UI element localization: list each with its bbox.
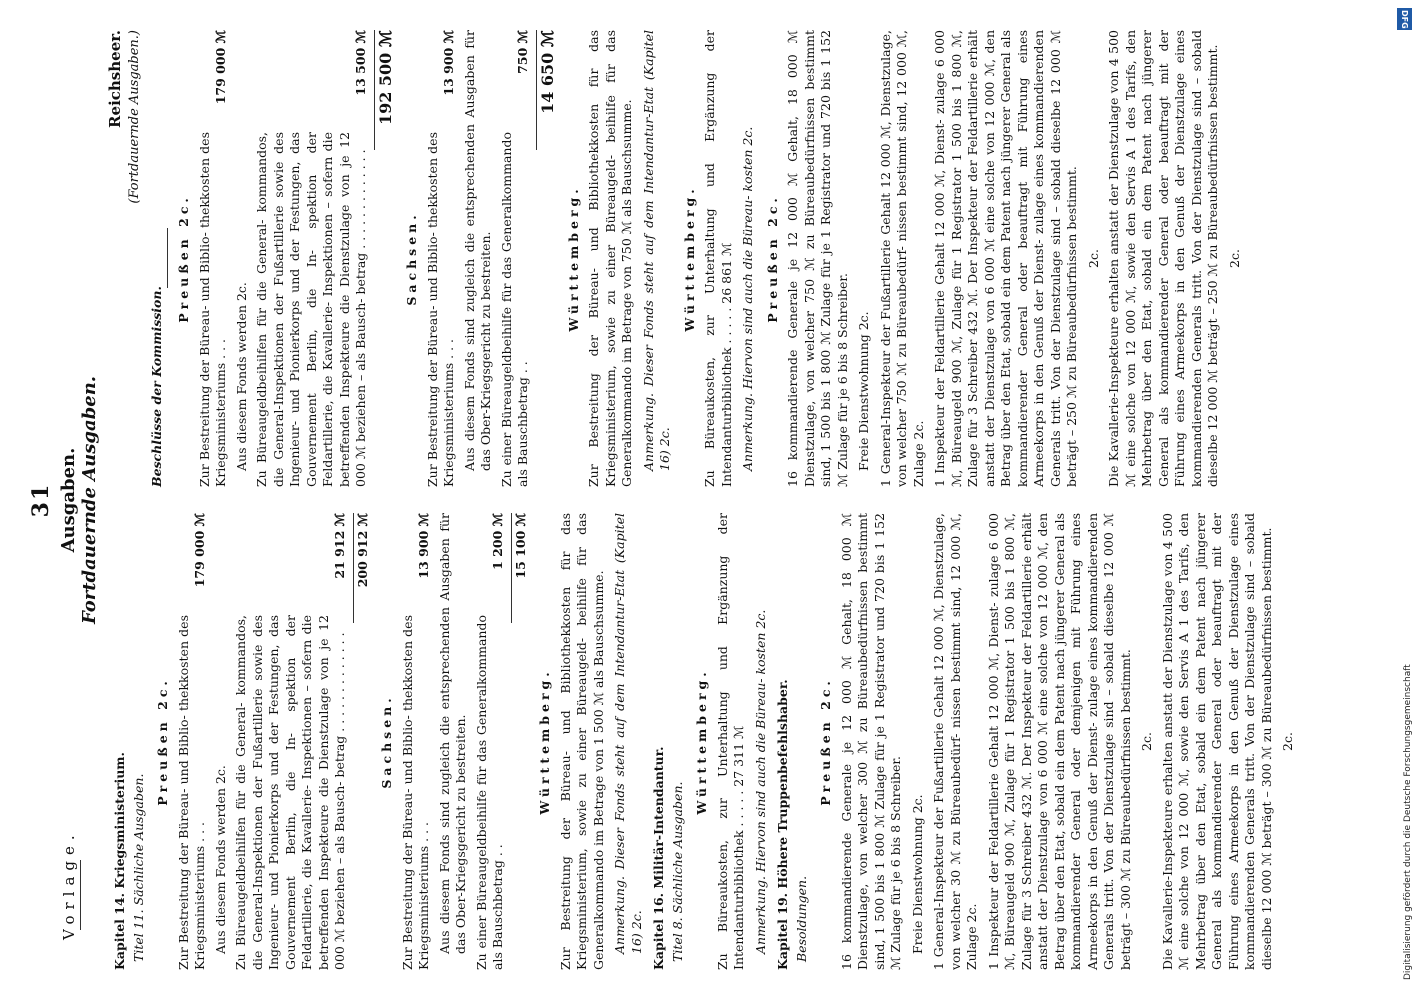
beschluesse-column bbox=[106, 30, 1301, 487]
paragraph: 1 General-Inspekteur der Fußartillerie Gehalt 12 000 ℳ, Dienstzulage, von welcher 30 ℳ zu Büreaubedürf- nissen bestimmt sind, 12 000 ℳ, Zulage 2c. bbox=[931, 513, 979, 970]
paragraph: Freie Dienstwohnung 2c. bbox=[909, 794, 925, 954]
annotation: Anmerkung. Dieser Fonds steht auf dem Intendantur-Etat (Kapitel 16) 2c. bbox=[640, 30, 673, 471]
entry-item bbox=[499, 30, 532, 487]
entry-text: Aus diesem Fonds sind zugleich die entsprechenden Ausgaben für das Ober-Kriegsgericht zu bestreiten. bbox=[436, 513, 468, 954]
entry-amount: 179 000 ℳ bbox=[192, 513, 207, 588]
subtotal: 200 912 ℳ bbox=[353, 513, 372, 623]
annotation: Anmerkung. Dieser Fonds steht auf dem Intendantur-Etat (Kapitel 16) 2c. bbox=[612, 513, 644, 954]
entry-text: Zu Büreaugeldbeihilfen für die General- kommandos, die General-Inspektionen der Fußartillerie sowie des Ingenieur- und Pionierkorps und der Festungen, das Gouvernement Berlin, die In- spektion der Feldartillerie, die Kavallerie- Inspektionen – sofern die betreffenden Inspekteure die Dienstzulage von je 12 000 ℳ beziehen – als Bausch- betrag . . . . . . . . . . . . . bbox=[254, 132, 369, 487]
annotation: Anmerkung. Hiervon sind auch die Büreau- kosten 2c. bbox=[740, 126, 756, 471]
page-number: 31 bbox=[28, 482, 54, 518]
paragraph: Zu Büreaukosten, zur Unterhaltung und Ergänzung der Intendanturbibliothek . . . . . 26 861 ℳ bbox=[702, 30, 734, 487]
dfg-attribution-strip bbox=[1393, 0, 1415, 1000]
state-heading-wuerttemberg: Württemberg. bbox=[681, 185, 697, 332]
subtotal: 14 650 ℳ bbox=[536, 30, 558, 150]
paragraph: Zur Bestreitung der Büreau- und Bibliothekkosten für das Kriegsministerium, sowie zu einer Büreaugeld- beihilfe für das Generalkommando im Betrage von 750 ℳ als Bauschsumme. bbox=[586, 30, 635, 487]
besoldungen-heading: Besoldungen. bbox=[793, 875, 809, 962]
entry-note bbox=[437, 513, 470, 970]
paragraph: 16 kommandierende Generale je 12 000 ℳ Gehalt, 18 000 ℳ Dienstzulage, von welcher 300 ℳ zu Büreaubedürfnissen bestimmt sind, 1 500 bis 1 800 ℳ Zulage für je 1 Registrator und 720 bis 1 152 ℳ Zulage für je 6 bis 8 Schreiber. bbox=[838, 513, 903, 970]
entry-text: Zur Bestreitung der Büreau- und Biblio- thekkosten des Kriegsministeriums . . . bbox=[196, 132, 229, 487]
state-heading-wuerttemberg: Württemberg. bbox=[694, 668, 709, 815]
entry-text: Zur Bestreitung der Büreau- und Biblio- thekkosten des Kriegsministeriums . . . bbox=[399, 615, 431, 970]
divider bbox=[167, 229, 168, 289]
entry-amount: 21 912 ℳ bbox=[332, 513, 347, 579]
entry-text: Aus diesem Fonds werden 2c. bbox=[212, 765, 228, 954]
paragraph: 1 General-Inspekteur der Fußartillerie Gehalt 12 000 ℳ, Dienstzulage, von welcher 750 ℳ zu Büreaubedürf- nissen bestimmt sind, 12 000 ℳ, Zulage 2c. bbox=[877, 30, 926, 487]
etc-mark: 2c. bbox=[1139, 732, 1154, 751]
paragraph: Zu Büreaukosten, zur Unterhaltung und Ergänzung der Intendanturbibliothek . . . . . 27 311 ℳ bbox=[714, 513, 746, 970]
state-heading-preussen: Preußen 2c. bbox=[176, 194, 192, 323]
state-heading-preussen: Preußen 2c. bbox=[155, 677, 170, 806]
paragraph: Die Kavallerie-Inspekteure erhalten anstatt der Dienstzulage von 4 500 ℳ eine solche von 12 000 ℳ, sowie den Servis A 1 des Tarifs, den Mehrbetrag über den Etat, sobald ein dem Patent nach jüngerer General als kommandierender General oder beauftragt mit der Führung eines Armeekorps in den Genuß der Dienstzulage eines kommandierenden Generals tritt. Von der Dienstzulage sind – sobald dieselbe 12 000 ℳ beträgt – 250 ℳ zu Büreaubedürfnissen bestimmt. bbox=[1106, 30, 1221, 487]
entry-amount: 750 ℳ bbox=[515, 30, 531, 74]
entry-item bbox=[176, 513, 209, 970]
annotation: Anmerkung. Hiervon sind auch die Büreau- kosten 2c. bbox=[752, 609, 768, 954]
subtotal: 192 500 ℳ bbox=[374, 30, 396, 150]
entry-note bbox=[234, 30, 251, 487]
titel-11-heading: Titel 11. Sächliche Ausgaben. bbox=[130, 773, 146, 962]
titel-8-heading: Titel 8. Sächliche Ausgaben. bbox=[669, 781, 685, 962]
entry-item bbox=[474, 513, 507, 970]
entry-amount: 179 000 ℳ bbox=[213, 30, 229, 105]
entry-text: Zur Bestreitung der Büreau- und Biblio- thekkosten des Kriegsministeriums . . . bbox=[175, 615, 207, 970]
vorlage-column bbox=[106, 513, 1301, 970]
paragraph: 1 Inspekteur der Feldartillerie Gehalt 12 000 ℳ, Dienst- zulage 6 000 ℳ, Büreaugeld 900 ℳ, Zulage für 1 Registrator 1 500 bis 1 800 ℳ, Zulage für 3 Schreiber 432 ℳ. Der Inspekteur der Feldartillerie erhält anstatt der Dienstzulage von 6 000 ℳ eine solche von 12 000 ℳ, den Betrag über den Etat, sobald ein dem Patent nach jüngerer General als kommandierender General oder beauftragt mit Führung eines Armeekorps in den Genuß der Dienst- zulage eines kommandierenden Generals tritt. Von der Dienstzulage sind – sobald dieselbe 12 000 ℳ beträgt – 250 ℳ zu Büreaubedürfnissen bestimmt. bbox=[932, 30, 1080, 487]
kapitel-14-heading: Kapitel 14. Kriegsministerium. bbox=[112, 752, 127, 970]
paragraph: Zur Bestreitung der Büreau- und Bibliothekkosten für das Kriegsministerium, sowie zu einer Büreaugeld- beihilfe für das Generalkommando im Betrage von 1 500 ℳ als Bauschsumme. bbox=[557, 513, 606, 970]
kapitel-16-heading: Kapitel 16. Militär-Intendantur. bbox=[651, 746, 666, 970]
entry-item bbox=[233, 513, 349, 970]
paragraph: 16 kommandierende Generale je 12 000 ℳ Gehalt, 18 000 ℳ Dienstzulage, von welcher 750 ℳ zu Büreaubedürfnissen bestimmt sind, 1 500 bis 1 800 ℳ Zulage für je 1 Registrator und 720 bis 1 152 ℳ Zulage für je 6 bis 8 Schreiber. bbox=[785, 30, 850, 487]
state-heading-preussen: Preußen 2c. bbox=[818, 677, 833, 806]
entry-item bbox=[425, 30, 458, 487]
dfg-logo: DFG bbox=[1397, 8, 1412, 30]
state-heading-sachsen: Sachsen. bbox=[379, 694, 394, 789]
dfg-attribution-text: Digitalisierung gefördert durch die Deutsche Forschungsgemeinschaft bbox=[1403, 664, 1413, 980]
state-heading-wuerttemberg: Württemberg. bbox=[565, 185, 581, 332]
entry-text: Zur Bestreitung der Büreau- und Biblio- thekkosten des Kriegsministeriums . . . bbox=[424, 132, 457, 487]
entry-text: Zu Büreaugeldbeihilfen für die General- kommandos, die General-Inspektionen der Fußartillerie sowie des Ingenieur- und Pionierkorps und der Festungen, das Gouvernement Berlin, die In- spektion der Feldartillerie, die Kavallerie- Inspektionen – sofern die betreffenden Inspekteure die Dienstzulage von je 12 000 ℳ beziehen – als Bausch- betrag . . . . . . . . . . . . . bbox=[233, 615, 347, 970]
two-column-layout bbox=[106, 30, 1301, 970]
right-subtitle: (Fortdauernde Ausgaben.) bbox=[126, 30, 142, 204]
entry-text: Zu einer Büreaugeldbeihilfe für das Generalkommando als Bauschbetrag . . bbox=[473, 615, 505, 970]
entry-note bbox=[462, 30, 495, 487]
kapitel-19-heading: Kapitel 19. Höhere Truppenbefehlshaber. bbox=[775, 679, 790, 970]
entry-note bbox=[213, 513, 230, 970]
etc-mark: 2c. bbox=[1280, 732, 1295, 751]
entry-amount: 1 200 ℳ bbox=[490, 513, 505, 570]
paragraph: Freie Dienstwohnung 2c. bbox=[856, 311, 872, 471]
vorlage-text: Vorlage. bbox=[60, 829, 78, 940]
state-heading-preussen: Preußen 2c. bbox=[764, 194, 780, 323]
entry-amount: 13 500 ℳ bbox=[353, 30, 369, 96]
state-heading-wuerttemberg: Württemberg. bbox=[537, 668, 552, 815]
entry-item bbox=[400, 513, 433, 970]
paragraph: Die Kavallerie-Inspekteure erhalten anstatt der Dienstzulage von 4 500 ℳ eine solche von 12 000 ℳ, sowie den Servis A 1 des Tarifs, den Mehrbetrag über den Etat, sobald ein dem Patent nach jüngerer General als kommandierender General oder beauftragt mit der Führung eines Armeekorps in den Genuß der Dienstzulage eines kommandierenden Generals tritt. Von der Dienstzulage sind – sobald dieselbe 12 000 ℳ beträgt – 300 ℳ zu Büreaubedürfnissen bestimmt. bbox=[1159, 513, 1274, 970]
page-title: Ausgaben. bbox=[58, 447, 79, 553]
subtotal: 15 100 ℳ bbox=[511, 513, 530, 623]
right-title: Reichsheer. bbox=[106, 30, 124, 128]
state-heading-sachsen: Sachsen. bbox=[404, 211, 420, 306]
page-subtitle: Fortdauernde Ausgaben. bbox=[79, 375, 100, 625]
entry-amount: 13 900 ℳ bbox=[416, 513, 431, 579]
divider bbox=[80, 860, 81, 930]
entry-text: Zu einer Büreaugeldbeihilfe für das Generalkommando als Bauschbetrag . . bbox=[498, 132, 531, 487]
paragraph: 1 Inspekteur der Feldartillerie Gehalt 12 000 ℳ, Dienst- zulage 6 000 ℳ, Büreaugeld 900 ℳ, Zulage für 1 Registrator 1 500 bis 1 800 ℳ, Zulage für 3 Schreiber 432 ℳ. Der Inspekteur der Feldartillerie erhält anstatt der Dienstzulage von 6 000 ℳ eine solche von 12 000 ℳ, den Betrag über den Etat, sobald ein dem Patent nach jüngerer General als kommandierender General oder demjenigen mit Führung eines Armeekorps in den Genuß der Dienst- zulage eines kommandierenden Generals tritt. Von der Dienstzulage sind – sobald dieselbe 12 000 ℳ beträgt – 300 ℳ zu Büreaubedürfnissen bestimmt. bbox=[985, 513, 1133, 970]
vorlage-heading bbox=[60, 829, 81, 940]
entry-amount: 13 900 ℳ bbox=[441, 30, 457, 96]
etc-mark: 2c. bbox=[1085, 249, 1101, 268]
entry-text: Aus diesem Fonds werden 2c. bbox=[233, 282, 249, 471]
entry-item bbox=[254, 30, 370, 487]
entry-text: Aus diesem Fonds sind zugleich die entsprechenden Ausgaben für das Ober-Kriegsgericht zu bestreiten. bbox=[461, 30, 494, 471]
entry-item bbox=[197, 30, 230, 487]
beschluesse-heading: Beschlüsse der Kommission. bbox=[148, 286, 164, 487]
etc-mark: 2c. bbox=[1226, 249, 1242, 268]
